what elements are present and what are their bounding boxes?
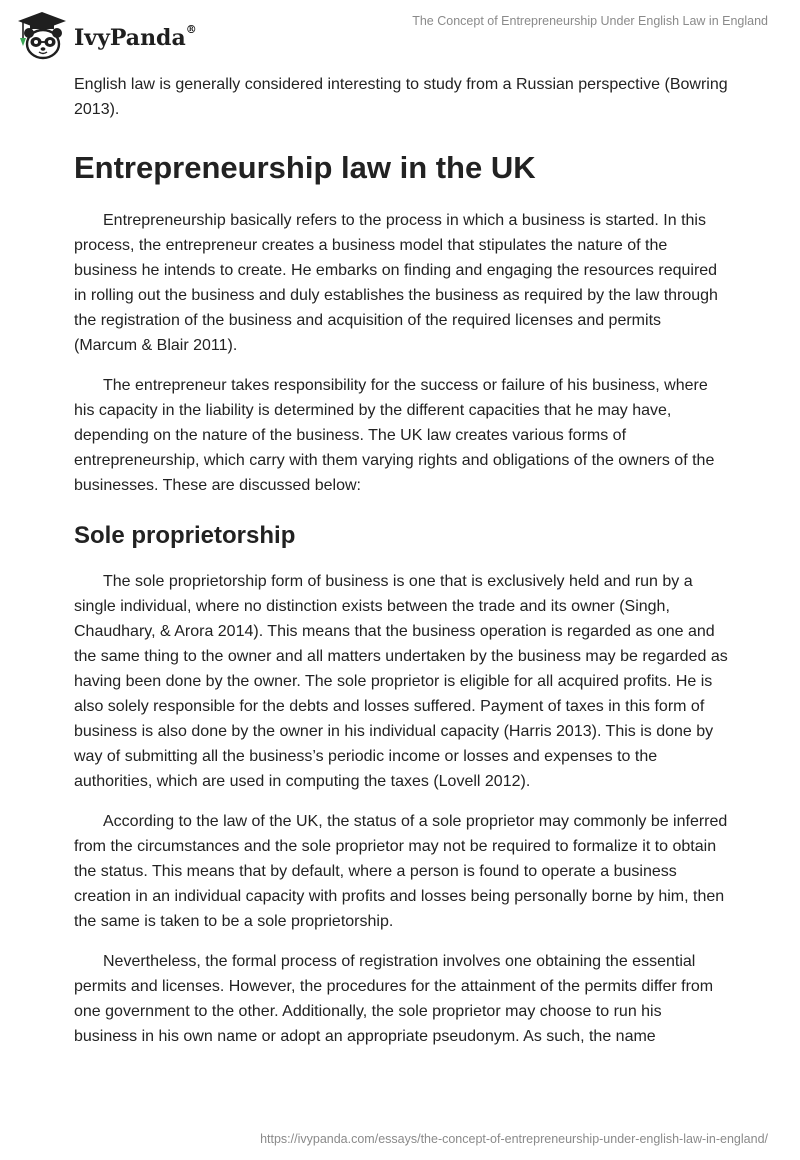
paragraph: According to the law of the UK, the status of a sole proprietor may commonly be inferred from the circumstances and the sole proprietor may not be required to formalize it to obtain the status. This means that by default, where a person is found to operate a business creation in an individual capacity with profits and losses being personally borne by him, then the same is taken to be a sole proprietorship. [74, 813, 728, 930]
paragraph: Nevertheless, the formal process of registration involves one obtaining the essential permits and licenses. However, the procedures for the attainment of the permits differ from one government to the other. Additionally, the sole proprietor may choose to run his business in his own name or adopt an appropriate pseudonym. As such, the name [74, 953, 714, 1045]
brand-name: IvyPanda® [74, 23, 197, 51]
panda-logo-icon [14, 8, 70, 64]
article-body [74, 72, 728, 1049]
section-heading-entrepreneurship-law: Entrepreneurship law in the UK [74, 150, 536, 185]
section-heading-sole-proprietorship: Sole proprietorship [74, 522, 296, 549]
document-title: The Concept of Entrepreneurship Under English Law in England [412, 14, 768, 28]
source-url[interactable]: https://ivypanda.com/essays/the-concept-of-entrepreneurship-under-english-law-in-england/ [260, 1132, 768, 1146]
page-header [0, 0, 800, 70]
paragraph: Entrepreneurship basically refers to the process in which a business is started. In this process, the entrepreneur creates a business model that stipulates the nature of the business he intends to create. He embarks on finding and engaging the resources required in rolling out the business and duly establishes the business as required by the law through the registration of the business and acquisition of the required licenses and permits (Marcum & Blair 2011). [74, 212, 718, 354]
intro-paragraph: English law is generally considered interesting to study from a Russian perspective (Bowring 2013). [74, 76, 728, 118]
paragraph: The sole proprietorship form of business is one that is exclusively held and run by a single individual, where no distinction exists between the trade and its owner (Singh, Chaudhary, & Arora 2014). This means that the business operation is regarded as one and the same thing to the owner and all matters undertaken by the business may be regarded as having been done by the owner. The sole proprietor is eligible for all acquired profits. He is also solely responsible for the debts and losses suffered. Payment of taxes in this form of business is also done by the owner in his individual capacity (Harris 2013). This is done by way of submitting all the business’s periodic income or losses and expenses to the authorities, which are used in computing the taxes (Lovell 2012). [74, 573, 728, 790]
registered-mark: ® [185, 23, 197, 36]
brand-logo[interactable] [14, 8, 197, 64]
paragraph: The entrepreneur takes responsibility for the success or failure of his business, where his capacity in the liability is determined by the different capacities that he may have, depending on the nature of the business. The UK law creates various forms of entrepreneurship, which carry with them varying rights and obligations of the owners of the businesses. These are discussed below: [74, 377, 715, 494]
